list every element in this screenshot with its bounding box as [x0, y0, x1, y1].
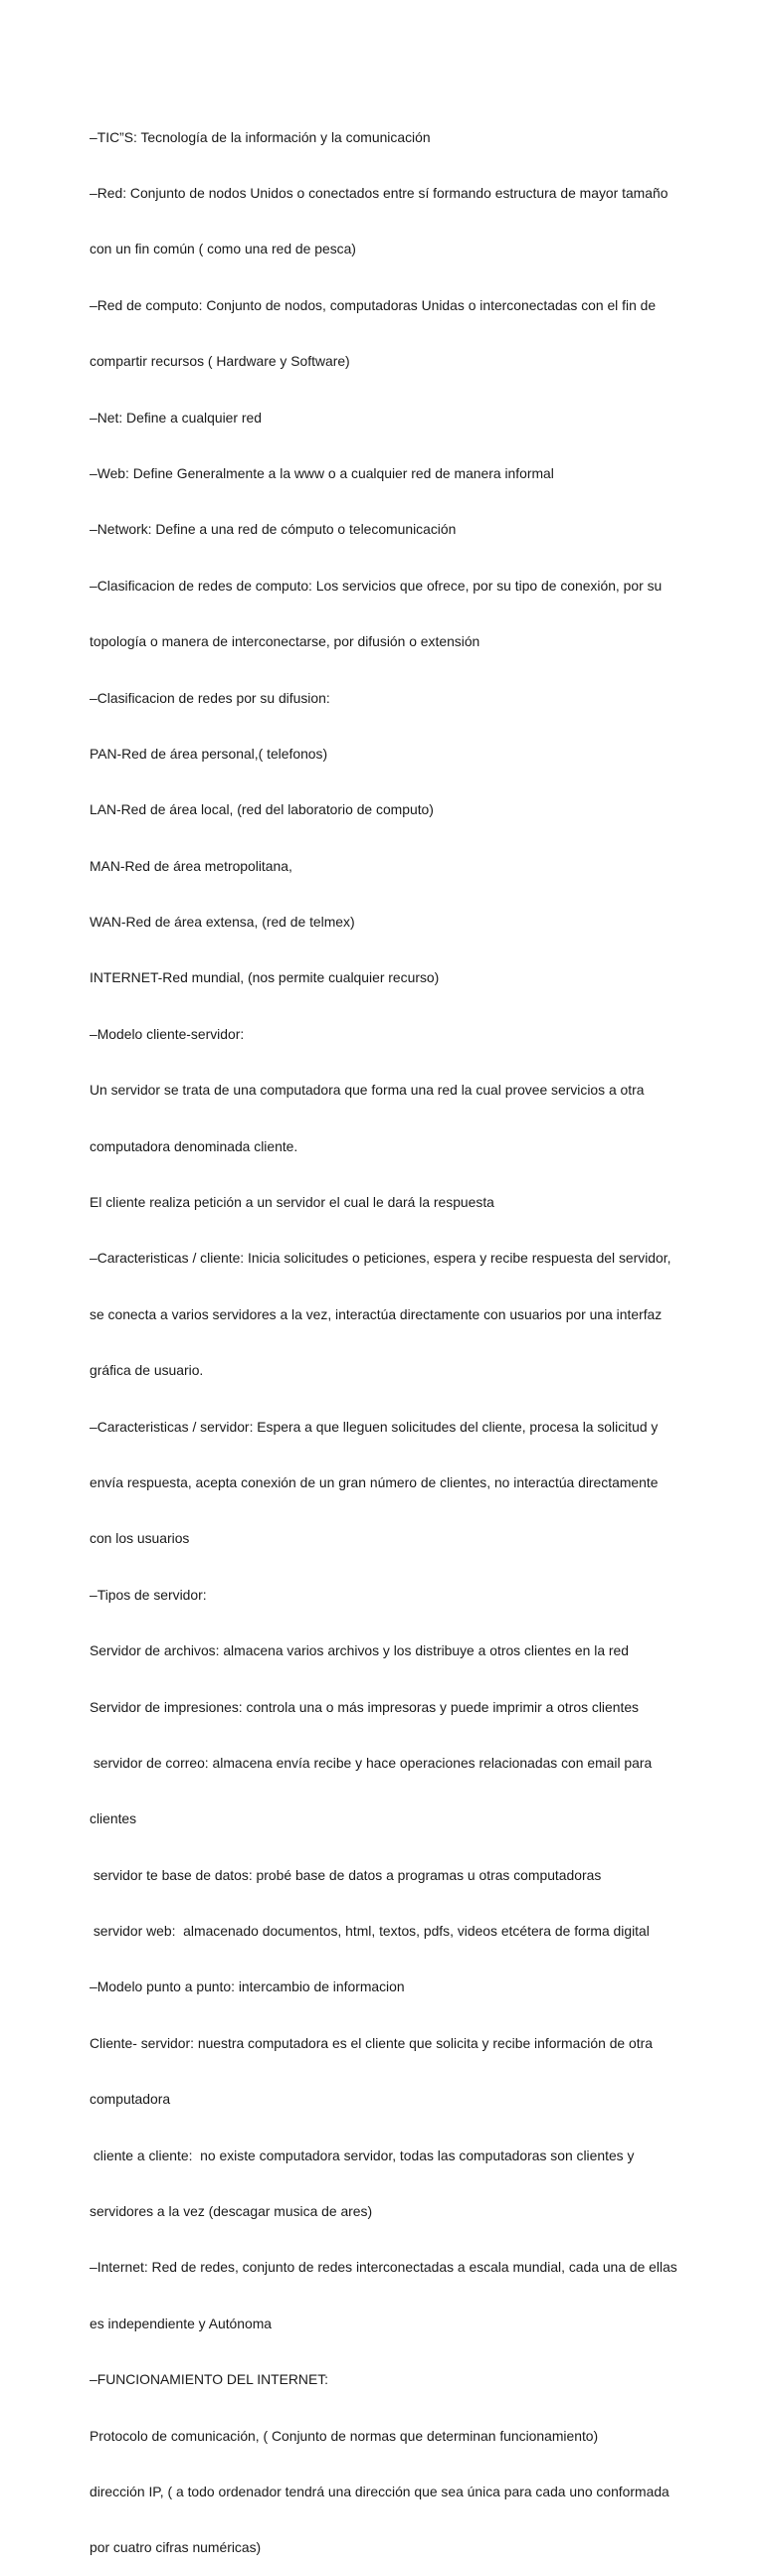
- text-line: computadora: [90, 2091, 171, 2108]
- text-line: –Red de computo: Conjunto de nodos, computadoras Unidas o interconectadas con el fin de: [90, 296, 657, 313]
- text-line: WAN-Red de área extensa, (red de telmex): [90, 914, 355, 931]
- text-line: –Web: Define Generalmente a la www o a cualquier red de manera informal: [90, 464, 554, 481]
- text-line: servidor web: almacenado documentos, html, textos, pdfs, videos etcétera de forma digital: [90, 1923, 650, 1940]
- text-line: compartir recursos ( Hardware y Software): [90, 353, 350, 370]
- document-body: [90, 90, 686, 2576]
- text-line: –Internet: Red de redes, conjunto de redes interconectadas a escala mundial, cada una de ellas: [90, 2259, 677, 2276]
- text-line: –Modelo punto a punto: intercambio de informacion: [90, 1978, 405, 1995]
- text-line: clientes: [90, 1810, 137, 1827]
- text-line: –Net: Define a cualquier red: [90, 409, 262, 426]
- text-line: –Red: Conjunto de nodos Unidos o conectados entre sí formando estructura de mayor tamaño: [90, 184, 668, 201]
- text-line: Un servidor se trata de una computadora que forma una red la cual provee servicios a otra: [90, 1082, 645, 1099]
- text-line: por cuatro cifras numéricas): [90, 2539, 262, 2556]
- text-line: Cliente- servidor: nuestra computadora es el cliente que solicita y recibe información de otra: [90, 2034, 653, 2051]
- text-line: El cliente realiza petición a un servidor el cual le dará la respuesta: [90, 1194, 494, 1211]
- text-line: –Clasificacion de redes por su difusion:: [90, 689, 330, 706]
- text-line: es independiente y Autónoma: [90, 2315, 273, 2331]
- text-line: dirección IP, ( a todo ordenador tendrá una dirección que sea única para cada uno conformada: [90, 2484, 669, 2499]
- text-line: –Network: Define a una red de cómputo o telecomunicación: [90, 521, 457, 538]
- text-line: LAN-Red de área local, (red del laboratorio de computo): [90, 801, 434, 818]
- text-line: computadora denominada cliente.: [90, 1137, 298, 1154]
- text-line: –Clasificacion de redes de computo: Los servicios que ofrece, por su tipo de conexión, por su: [90, 577, 663, 594]
- text-line: –TIC”S: Tecnología de la información y la comunicación: [90, 128, 431, 145]
- text-line: –Caracteristicas / cliente: Inicia solicitudes o peticiones, espera y recibe respuesta del servidor,: [90, 1250, 671, 1267]
- text-line: gráfica de usuario.: [90, 1362, 204, 1379]
- text-line: con los usuarios: [90, 1530, 190, 1547]
- text-line: PAN-Red de área personal,( telefonos): [90, 745, 328, 762]
- text-line: Protocolo de comunicación, ( Conjunto de normas que determinan funcionamiento): [90, 2427, 599, 2444]
- text-line: se conecta a varios servidores a la vez, interactúa directamente con usuarios por una interfaz: [90, 1305, 663, 1322]
- text-line: cliente a cliente: no existe computadora servidor, todas las computadoras son clientes y: [90, 2147, 635, 2163]
- text-line: –Caracteristicas / servidor: Espera a que lleguen solicitudes del cliente, procesa la solicitud y: [90, 1418, 659, 1435]
- text-line: servidor te base de datos: probé base de datos a programas u otras computadoras: [90, 1866, 602, 1883]
- text-line: MAN-Red de área metropolitana,: [90, 857, 292, 874]
- text-line: Servidor de archivos: almacena varios archivos y los distribuye a otros clientes en la red: [90, 1642, 629, 1659]
- text-line: servidor de correo: almacena envía recibe y hace operaciones relacionadas con email para: [90, 1754, 653, 1771]
- text-line: con un fin común ( como una red de pesca): [90, 241, 356, 258]
- text-line: INTERNET-Red mundial, (nos permite cualquier recurso): [90, 969, 440, 986]
- text-line: Servidor de impresiones: controla una o más impresoras y puede imprimir a otros clientes: [90, 1698, 640, 1715]
- text-line: servidores a la vez (descagar musica de ares): [90, 2203, 373, 2220]
- text-line: –Tipos de servidor:: [90, 1586, 207, 1603]
- text-line: –FUNCIONAMIENTO DEL INTERNET:: [90, 2371, 329, 2388]
- text-line: envía respuesta, acepta conexión de un gran número de clientes, no interactúa directamente: [90, 1473, 659, 1490]
- text-line: –Modelo cliente-servidor:: [90, 1025, 245, 1042]
- text-line: topología o manera de interconectarse, por difusión o extensión: [90, 633, 480, 650]
